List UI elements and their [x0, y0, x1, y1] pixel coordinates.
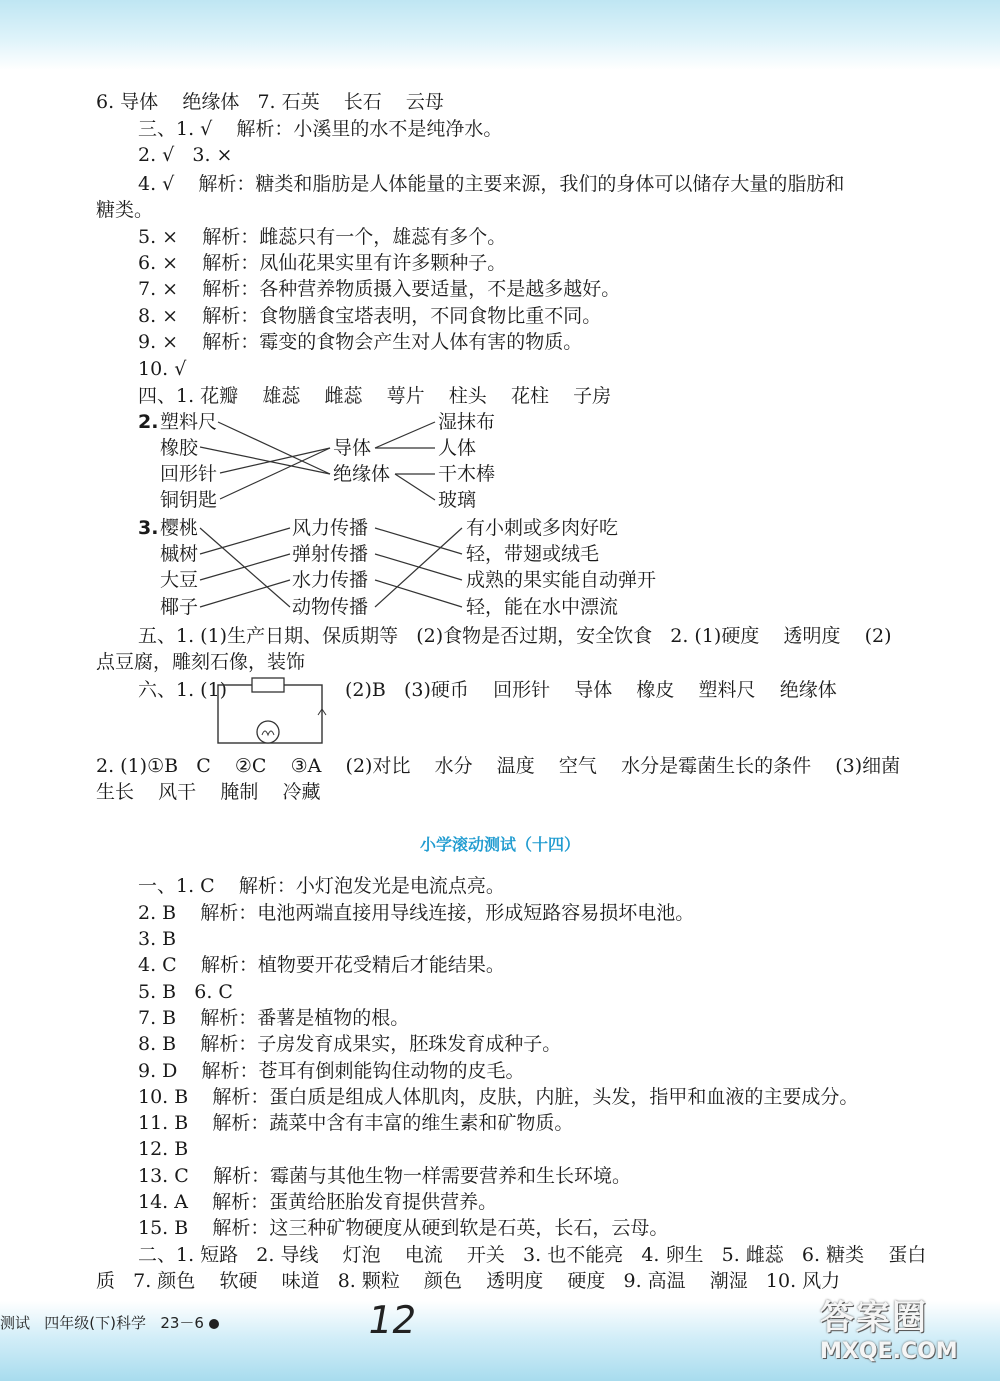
answer-line: 3. B — [138, 928, 177, 950]
answer-line: 糖类。 — [96, 199, 154, 221]
answer-line: 8. × 解析：食物膳食宝塔表明，不同食物比重不同。 — [138, 305, 602, 327]
match-2-right-3: 干木棒 — [438, 463, 496, 485]
answer-line: 12. B — [138, 1138, 189, 1160]
answer-line: 质 7. 颜色 软硬 味道 8. 颗粒 颜色 透明度 硬度 9. 高温 潮湿 10. 风力 — [96, 1270, 841, 1292]
match-3-left-1: 樱桃 — [160, 517, 199, 539]
answer-line: 15. B 解析：这三种矿物硬度从硬到软是石英，长石，云母。 — [138, 1217, 669, 1239]
answer-line: 9. × 解析：霉变的食物会产生对人体有害的物质。 — [138, 331, 583, 353]
match-3-left-2: 槭树 — [160, 543, 199, 565]
match-3-middle-2: 弹射传播 — [292, 543, 369, 565]
match-2-number: 2. — [138, 411, 159, 433]
answer-line: 五、1. (1)生产日期、保质期等 (2)食物是否过期，安全饮食 2. (1)硬度 透明度 (2) — [138, 625, 892, 647]
answer-line: 13. C 解析：霉菌与其他生物一样需要营养和生长环境。 — [138, 1165, 631, 1187]
answer-line: 2. (1)①B C ②C ③A (2)对比 水分 温度 空气 水分是霉菌生长的条件 (3)细菌 — [96, 755, 901, 777]
answer-line: 2. √ 3. × — [138, 144, 233, 166]
bullet-dot-icon — [209, 1319, 219, 1329]
answer-line: 7. × 解析：各种营养物质摄入要适量，不是越多越好。 — [138, 278, 621, 300]
match-2-right-1: 湿抹布 — [438, 411, 496, 433]
match-2-middle-1: 导体 — [333, 437, 372, 459]
match-2-right-4: 玻璃 — [438, 489, 477, 511]
handwritten-page-number: 12 — [364, 1298, 421, 1342]
footer-text: 测试 四年级(下)科学 23－6 — [0, 1314, 204, 1332]
match-3-left-4: 椰子 — [160, 596, 199, 618]
match-3-middle-1: 风力传播 — [292, 517, 369, 539]
answer-line: 5. × 解析：雌蕊只有一个，雄蕊有多个。 — [138, 226, 507, 248]
match-3-right-3: 成熟的果实能自动弹开 — [466, 569, 657, 591]
match-3-number: 3. — [138, 517, 159, 539]
match-3-middle-3: 水力传播 — [292, 569, 369, 591]
match-2-left-1: 塑料尺 — [160, 411, 218, 433]
circuit-diagram — [210, 675, 335, 755]
match-2-left-2: 橡胶 — [160, 437, 199, 459]
answer-line: 点豆腐，雕刻石像，装饰 — [96, 651, 306, 673]
answer-line: (2)B (3)硬币 回形针 导体 橡皮 塑料尺 绝缘体 — [345, 679, 837, 701]
match-3-right-4: 轻，能在水中漂流 — [466, 596, 619, 618]
match-3-left-3: 大豆 — [160, 569, 199, 591]
answer-line: 生长 风干 腌制 冷藏 — [96, 781, 321, 803]
answer-line: 5. B 6. C — [138, 981, 233, 1003]
answer-line: 2. B 解析：电池两端直接用导线连接，形成短路容易损坏电池。 — [138, 902, 695, 924]
match-3-middle-4: 动物传播 — [292, 596, 369, 618]
match-2-left-4: 铜钥匙 — [160, 489, 218, 511]
answer-line: 4. √ 解析：糖类和脂肪是人体能量的主要来源，我们的身体可以储存大量的脂肪和 — [138, 173, 845, 195]
answer-line: 10. B 解析：蛋白质是组成人体肌肉，皮肤，内脏，头发，指甲和血液的主要成分。 — [138, 1086, 859, 1108]
answer-line: 10. √ — [138, 358, 187, 380]
answer-line: 四、1. 花瓣 雄蕊 雌蕊 萼片 柱头 花柱 子房 — [138, 385, 612, 407]
watermark-title: 答案圈 — [820, 1298, 928, 1338]
match-2-left-3: 回形针 — [160, 463, 218, 485]
answer-line: 7. B 解析：番薯是植物的根。 — [138, 1007, 410, 1029]
match-2-right-2: 人体 — [438, 437, 477, 459]
answer-line: 三、1. √ 解析：小溪里的水不是纯净水。 — [138, 118, 503, 140]
watermark-url: MXQE.COM — [820, 1339, 958, 1364]
match-2-middle-2: 绝缘体 — [333, 463, 391, 485]
answer-line: 6. 导体 绝缘体 7. 石英 长石 云母 — [96, 91, 444, 113]
answer-line: 11. B 解析：蔬菜中含有丰富的维生素和矿物质。 — [138, 1112, 574, 1134]
answer-line: 9. D 解析：苍耳有倒刺能钩住动物的皮毛。 — [138, 1060, 525, 1082]
match-3-right-1: 有小刺或多肉好吃 — [466, 517, 619, 539]
answer-line: 8. B 解析：子房发育成果实，胚珠发育成种子。 — [138, 1033, 562, 1055]
watermark-logo — [820, 1290, 990, 1370]
section-title: 小学滚动测试（十四） — [419, 835, 580, 854]
answer-line: 4. C 解析：植物要开花受精后才能结果。 — [138, 954, 505, 976]
answer-line: 二、1. 短路 2. 导线 灯泡 电流 开关 3. 也不能亮 4. 卵生 5. 雌蕊 6. 糖类 蛋白 — [138, 1244, 927, 1266]
answer-line: 6. × 解析：凤仙花果实里有许多颗种子。 — [138, 252, 507, 274]
answer-line: 六、1. (1) — [138, 679, 228, 701]
answer-line: 一、1. C 解析：小灯泡发光是电流点亮。 — [138, 875, 505, 897]
answer-line: 14. A 解析：蛋黄给胚胎发育提供营养。 — [138, 1191, 498, 1213]
match-3-right-2: 轻，带翅或绒毛 — [466, 543, 600, 565]
page-footer — [0, 1312, 219, 1333]
